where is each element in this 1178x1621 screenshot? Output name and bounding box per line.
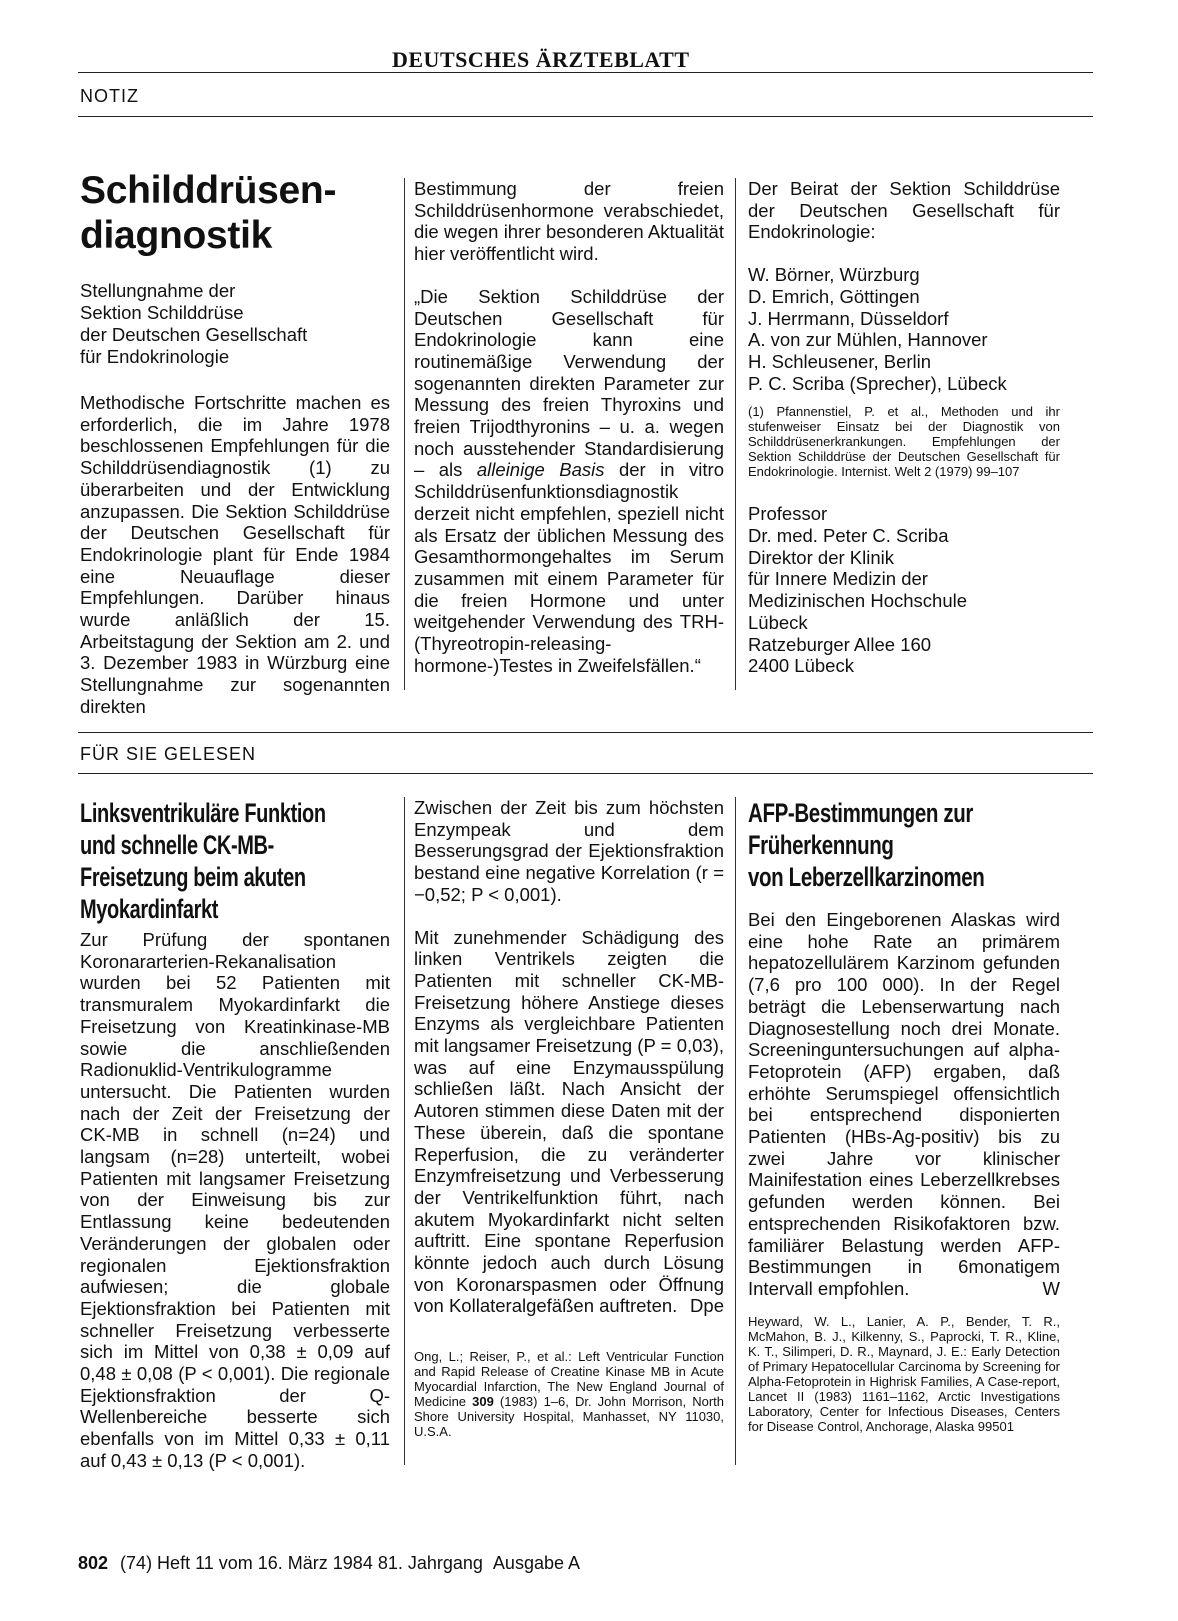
- page-footer: [78, 1553, 590, 1574]
- article1-quote-emphasis: alleinige Basis: [476, 459, 605, 481]
- article2-col2-text: Mit zunehmender Schädigung des linken Ventrikels zeigten die Patienten mit schneller CK-MB-Freisetzung höhere Anstiege dieses Enzyms als vergleichbare Patienten mit langsamer Freisetzung (P = 0,03), was auf eine Enzymausspülung schließen läßt. Nach Ansicht der Autoren stimmen diese Daten mit der These überein, daß die spontane Reperfusion, die zu veränderter Enzymfreisetzung und Verbesserung der Ventrikelfunktion führt, nach akutem Myokardinfarkt nicht selten auftritt. Eine spontane Reperfusion könnte jedoch auch durch Lösung von Koronarspasmen oder Öffnung von Kollateralgefäßen auftreten.: [414, 926, 724, 1317]
- article2-signature: Dpe: [690, 1295, 724, 1317]
- address-line: für Innere Medizin der: [748, 568, 928, 590]
- article1-reference: (1) Pfannenstiel, P. et al., Methoden und ihr stufenweiser Einsatz bei der Diagnostik von Schilddrüsenerkrankungen. Empfehlungen der Sektion Schilddrüse der Deutschen Gesellschaft für Endokrinologie. Internist. Welt 2 (1979) 99–107: [748, 404, 1060, 480]
- article1-subtitle-line: der Deutschen Gesellschaft: [80, 324, 308, 345]
- column-divider: [735, 178, 736, 690]
- article2-title: [80, 797, 390, 925]
- address-line: Professor: [748, 503, 828, 525]
- article1-title-line2: diagnostik: [80, 214, 273, 257]
- article1-quote-text: „Die Sektion Schilddrüse der Deutschen Gesellschaft für Endokrinologie kann eine routinemäßige Verwendung der sogenannten direkten Parameter zur Messung des freien Thyroxins und freien Trijodthyronins – u. a. wegen noch ausstehender Standardisierung – als: [414, 285, 724, 481]
- article2-title-line: Linksventrikuläre Funktion: [80, 798, 326, 828]
- article1-subtitle-line: Stellungnahme der: [80, 280, 236, 301]
- article3-title-line: AFP-Bestimmungen zur: [748, 798, 973, 828]
- section-rule-notiz: [78, 116, 1093, 117]
- article1-title-line1: Schilddrüsen-: [80, 169, 337, 212]
- article1-column2: [414, 178, 724, 676]
- article3-title: [748, 797, 1060, 893]
- article2-reference-volume: 309: [472, 1394, 494, 1410]
- article1-subtitle-line: für Endokrinologie: [80, 346, 230, 367]
- article2-col2-paragraph: [414, 927, 724, 1318]
- address-line: Lübeck: [748, 611, 808, 633]
- article3-title-line: von Leberzellkarzinomen: [748, 862, 985, 892]
- column-divider: [404, 797, 405, 1465]
- article1-subtitle: [80, 280, 390, 368]
- article3-column: [748, 797, 1060, 1434]
- article1-column3: [748, 178, 1060, 677]
- board-member: J. Herrmann, Düsseldorf: [748, 307, 949, 329]
- masthead-rule: [78, 72, 1093, 73]
- article1-column1: [80, 168, 390, 718]
- article2-title-line: Myokardinfarkt: [80, 894, 219, 924]
- article1-quote-text: der in vitro Schilddrüsenfunktionsdiagnostik derzeit nicht empfehlen, speziell nicht als Ersatz der üblichen Messung des Gesamthormongehaltes im Serum zusammen mit einem Parameter für die freien Hormone und unter weitgehender Verwendung des TRH-(Thyreotropin-releasing-hormone-)Testes in Zweifelsfällen.“: [414, 459, 725, 676]
- article1-col2-paragraph: Bestimmung der freien Schilddrüsenhormone verabschiedet, die wegen ihrer besonderen Aktualität hier veröffentlicht wird.: [414, 178, 724, 265]
- article1-body-text: Methodische Fortschritte machen es erforderlich, die im Jahre 1978 beschlossenen Empfehlungen für die Schilddrüsendiagnostik (1) zu überarbeiten und der Entwicklung anzupassen. Die Sektion Schilddrüse der Deutschen Gesellschaft für Endokrinologie plant für Ende 1984 eine Neuauflage dieser Empfehlungen. Darüber hinaus wurde anläßlich der 15. Arbeitstagung der Sektion am 2. und 3. Dezember 1983 in Würzburg eine Stellungnahme zur sogenannten direkten: [80, 392, 390, 717]
- article2-col2-paragraph: Zwischen der Zeit bis zum höchsten Enzympeak und dem Besserungsgrad der Ejektionsfraktion bestand eine negative Korrelation (r = −0,52; P < 0,001).: [414, 797, 724, 905]
- article1-subtitle-line: Sektion Schilddrüse: [80, 302, 244, 323]
- article2-reference: [414, 1349, 724, 1439]
- board-intro: Der Beirat der Sektion Schilddrüse der Deutschen Gesellschaft für Endokrinologie:: [748, 178, 1060, 243]
- article3-title-line: Früherkennung: [748, 830, 894, 860]
- issue-info: (74) Heft 11 vom 16. März 1984 81. Jahrgang: [120, 1553, 483, 1573]
- address-line: Direktor der Klinik: [748, 546, 894, 568]
- board-member: D. Emrich, Göttingen: [748, 285, 920, 307]
- page-number: 802: [78, 1553, 109, 1573]
- article2-column1: [80, 797, 390, 1472]
- article2-reference-text: (1983) 1–6, Dr. John Morrison, North Shore University Hospital, Manhasset, NY 11030, U.S.A.: [414, 1394, 724, 1440]
- address-line: Ratzeburger Allee 160: [748, 633, 932, 655]
- article3-reference: Heyward, W. L., Lanier, A. P., Bender, T. R., McMahon, B. J., Kilkenny, S., Paprocki, T. R., Kline, K. T., Silimperi, D. R., Maynard, J. E.: Early Detection of Primary Hepatocellular Carcinoma by Screening for Alpha-Fetoprotein in Highrisk Families, A Case-report, Lancet II (1983) 1161–1162, Arctic Investigations Laboratory, Center for Infectious Diseases, Centers for Disease Control, Anchorage, Alaska 99501: [748, 1313, 1060, 1434]
- article2-body-text: Zur Prüfung der spontanen Koronararterien-Rekanalisation wurden bei 52 Patienten mit transmuralem Myokardinfarkt die Freisetzung von Kreatinkinase-MB sowie die anschließenden Radionuklid-Ventrikulogramme untersucht. Die Patienten wurden nach der Zeit der Freisetzung der CK-MB in schnell (n=24) und langsam (n=28) unterteilt, wobei Patienten mit langsamer Freisetzung von der Einweisung bis zur Entlassung keine bedeutenden Veränderungen der globalen oder regionalen Ejektionsfraktion aufwiesen; die globale Ejektionsfraktion bei Patienten mit schneller Freisetzung verbesserte sich im Mittel von 0,38 ± 0,09 auf 0,48 ± 0,08 (P < 0,001). Die regionale Ejektionsfraktion der Q-Wellenbereiche besserte sich ebenfalls von im Mittel 0,33 ± 0,11 auf 0,43 ± 0,13 (P < 0,001).: [80, 929, 390, 1471]
- column-divider: [735, 797, 736, 1465]
- article2-column2: [414, 797, 724, 1439]
- article3-body-text: Bei den Eingeborenen Alaskas wird eine hohe Rate an primärem hepatozellulärem Karzinom gefunden (7,6 pro 100 000). In der Regel beträgt die Lebenserwartung nach Diagnosestellung noch drei Monate. Screeninguntersuchungen auf alpha-Fetoprotein (AFP) ergaben, daß erhöhte Serumspiegel offensichtlich bei entsprechend disponierten Patienten (HBs-Ag-positiv) bis zu zwei Jahre vor klinischer Mainifestation eines Leberzellkrebses gefunden werden können. Bei entsprechenden Risikofaktoren bzw. familiärer Belastung werden AFP-Bestimmungen in 6monatigem Intervall empfohlen.: [748, 909, 1060, 1299]
- article1-quote: [414, 286, 724, 677]
- edition: Ausgabe A: [492, 1553, 580, 1573]
- article1-title: [80, 168, 390, 258]
- address-line: Dr. med. Peter C. Scriba: [748, 525, 949, 547]
- article3-body: [748, 909, 1060, 1300]
- masthead: DEUTSCHES ÄRZTEBLATT: [392, 47, 690, 72]
- board-member: W. Börner, Würzburg: [748, 264, 920, 286]
- section-rule-gelesen-bottom: [78, 773, 1093, 774]
- section-label-notiz: NOTIZ: [80, 86, 139, 106]
- article3-signature: W: [1042, 1277, 1060, 1299]
- section-rule-gelesen: [78, 732, 1093, 733]
- address-line: 2400 Lübeck: [748, 655, 854, 677]
- board-member: P. C. Scriba (Sprecher), Lübeck: [748, 372, 1007, 394]
- article2-reference-text: Ong, L.; Reiser, P., et al.: Left Ventricular Function and Rapid Release of Creatine Kinase MB in Acute Myocardial Infarction, The New England Journal of Medicine: [414, 1349, 724, 1410]
- board-member: A. von zur Mühlen, Hannover: [748, 329, 988, 351]
- section-label-gelesen: FÜR SIE GELESEN: [80, 744, 257, 764]
- column-divider: [404, 178, 405, 690]
- board-member: H. Schleusener, Berlin: [748, 350, 932, 372]
- article2-title-line: Freisetzung beim akuten: [80, 862, 306, 892]
- address-line: Medizinischen Hochschule: [748, 590, 968, 612]
- article2-title-line: und schnelle CK-MB-: [80, 830, 274, 860]
